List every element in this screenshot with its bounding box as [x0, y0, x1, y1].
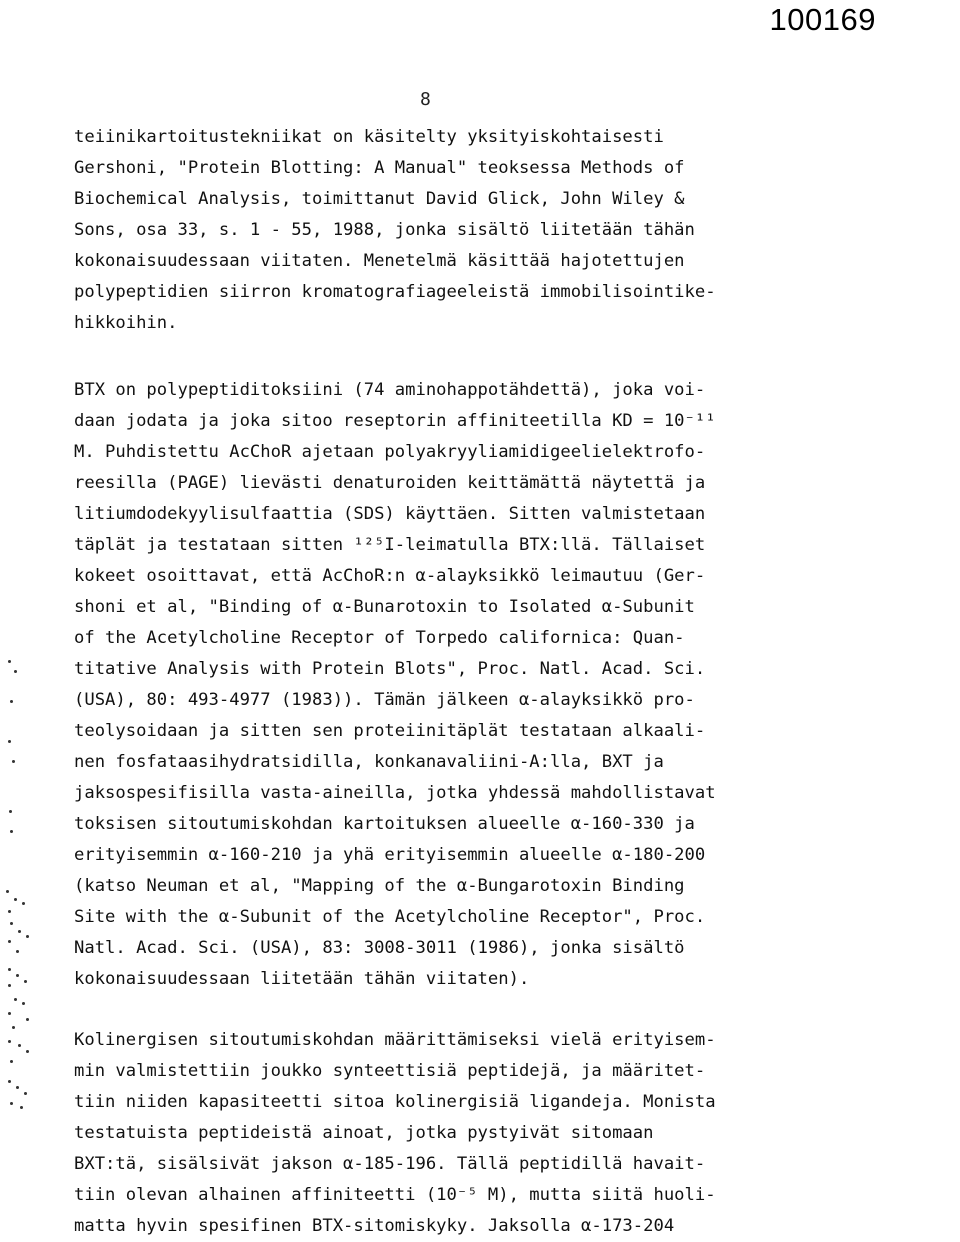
text-line: matta hyvin spesifinen BTX-sitomiskyky. Jaksolla α-173-204 — [74, 1216, 675, 1236]
text-line: testatuista peptideistä ainoat, jotka pystyivät sitomaan — [74, 1123, 654, 1143]
text-line: nen fosfataasihydratsidilla, konkanavaliini-A:lla, BXT ja — [74, 752, 664, 772]
text-line: teolysoidaan ja sitten sen proteiinitäplät testataan alkaali- — [74, 721, 706, 741]
text-line: shoni et al, "Binding of α-Bunarotoxin to Isolated α-Subunit — [74, 597, 695, 617]
text-line: kokeet osoittavat, että AcChoR:n α-alayksikkö leimautuu (Ger- — [74, 566, 706, 586]
text-line: of the Acetylcholine Receptor of Torpedo californica: Quan- — [74, 628, 685, 648]
text-line: kokonaisuudessaan liitetään tähän viitaten). — [74, 969, 530, 989]
text-line: BXT:tä, sisälsivät jakson α-185-196. Tällä peptidillä havait- — [74, 1154, 706, 1174]
text-line: M. Puhdistettu AcChoR ajetaan polyakryyliamidigeelielektrofo- — [74, 442, 706, 462]
page-number: 8 — [420, 89, 431, 110]
text-line: tiin niiden kapasiteetti sitoa kolinergisiä ligandeja. Monista — [74, 1092, 716, 1112]
text-line: BTX on polypeptiditoksiini (74 aminohappotähdettä), joka voi- — [74, 380, 706, 400]
margin-scan-marks — [0, 640, 70, 1120]
text-line: erityisemmin α-160-210 ja yhä erityisemmin alueelle α-180-200 — [74, 845, 706, 865]
text-line: toksisen sitoutumiskohdan kartoituksen alueelle α-160-330 ja — [74, 814, 695, 834]
text-line: (USA), 80: 493-4977 (1983)). Tämän jälkeen α-alayksikkö pro- — [74, 690, 695, 710]
text-line: Sons, osa 33, s. 1 - 55, 1988, jonka sisältö liitetään tähän — [74, 220, 695, 240]
text-line: polypeptidien siirron kromatografiageeleistä immobilisointike- — [74, 282, 716, 302]
document-number: 100169 — [769, 2, 876, 37]
text-line: tiin olevan alhainen affiniteetti (10⁻⁵ M), mutta siitä huoli- — [74, 1185, 716, 1205]
text-line: litiumdodekyylisulfaattia (SDS) käyttäen. Sitten valmistetaan — [74, 504, 706, 524]
text-line: min valmistettiin joukko synteettisiä peptidejä, ja määritet- — [74, 1061, 706, 1081]
text-line: daan jodata ja joka sitoo reseptorin affiniteetilla KD = 10⁻¹¹ — [74, 411, 716, 431]
text-line: Natl. Acad. Sci. (USA), 83: 3008-3011 (1986), jonka sisältö — [74, 938, 685, 958]
text-line: kokonaisuudessaan viitaten. Menetelmä käsittää hajotettujen — [74, 251, 685, 271]
text-line: hikkoihin. — [74, 313, 178, 333]
text-line: täplät ja testataan sitten ¹²⁵I-leimatulla BTX:llä. Tällaiset — [74, 535, 706, 555]
text-line: Kolinergisen sitoutumiskohdan määrittämiseksi vielä erityisem- — [74, 1030, 716, 1050]
text-line: Gershoni, "Protein Blotting: A Manual" teoksessa Methods of — [74, 158, 685, 178]
text-line: teiinikartoitustekniikat on käsitelty yksityiskohtaisesti — [74, 127, 664, 147]
paragraph-cholinergic-site — [74, 1025, 854, 1242]
text-line: reesilla (PAGE) lievästi denaturoiden keittämättä näytettä ja — [74, 473, 706, 493]
text-line: Site with the α-Subunit of the Acetylcholine Receptor", Proc. — [74, 907, 706, 927]
text-line: jaksospesifisilla vasta-aineilla, jotka yhdessä mahdollistavat — [74, 783, 716, 803]
text-line: Biochemical Analysis, toimittanut David Glick, John Wiley & — [74, 189, 685, 209]
text-line: titative Analysis with Protein Blots", Proc. Natl. Acad. Sci. — [74, 659, 706, 679]
paragraph-btx-binding — [74, 375, 854, 995]
paragraph-blotting-techniques — [74, 122, 854, 339]
text-line: (katso Neuman et al, "Mapping of the α-Bungarotoxin Binding — [74, 876, 685, 896]
